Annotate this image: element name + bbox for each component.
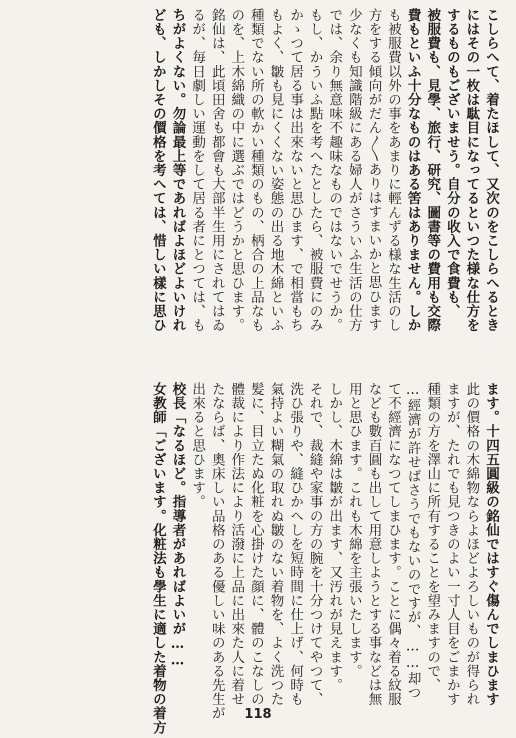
text-line: もよく、皺も見にくくない姿態の出る地木綿といふ <box>267 8 284 333</box>
text-line: 方をする傾向がだん〳〵ありはすまいかと思ひます <box>365 8 382 332</box>
upper-text-block <box>149 8 500 360</box>
page-number: 118 <box>244 707 272 722</box>
text-line: 費もといふ十分なものはある筈はありません。しか <box>404 8 421 333</box>
text-line: するものもございませう。自分の收入で食費も、 <box>443 8 460 319</box>
text-line: 少なくも知識階級にある婦人がさういふ生活の仕方 <box>345 8 362 333</box>
text-line: ちがよくない。勿論最上等であればよほどよいけれ <box>169 8 186 333</box>
text-line: ますが、たれでも見つきのよい一寸人目をごまかす <box>443 382 460 707</box>
text-line: も被服費以外の事をあまりに輕んずる様な生活のし <box>385 8 402 333</box>
text-line: では、余り無意味不趣味なものではないでせうか。 <box>326 8 343 333</box>
text-line: しかし、木綿は皺が出ます、又汚れが見えます。 <box>326 382 343 693</box>
text-line: 髪に、目立たぬ化粧を心掛けた顔に、體のこなしの <box>247 382 264 707</box>
text-line: 出來ると思ひます。 <box>189 382 206 509</box>
text-line: …經濟が許せばさうでもないのですが、……却つ <box>404 382 421 700</box>
text-line: 銘仙は、此頃田舍も都會も大部半生用にされてはゐ <box>208 8 225 333</box>
text-line: 種類の方を澤山に所有することを望みますので、 <box>424 382 441 693</box>
text-line: ども、しかしその價格を考へては、惜しい樣に思ひ <box>149 8 166 333</box>
text-line: 用と思ひます。これも木綿を主張いたします。 <box>345 382 362 679</box>
text-line: かゝつて居る事は出來ないと思ひます、で相當もち <box>287 8 304 333</box>
text-line: ます。十四五圓級の銘仙ではすぐ傷んでしまひます <box>483 382 499 707</box>
dialogue-line: 女教師「ございます。化粧法も學生に適した着物の着方 <box>149 382 166 735</box>
text-line: なども數百圓も出して用意しようとする事などは無 <box>365 382 382 707</box>
text-line: たならば、奧床しい品格のある優しい味のある先生が <box>208 382 225 721</box>
text-line: 被服費も、見學、旅行、研究、圖書等の費用も交際 <box>424 8 441 333</box>
text-line: 此の價格の木綿物ならよほどよろしいものが得られ <box>463 382 480 707</box>
text-line: 體裁により作法により活潑に上品に出來た人に着せ <box>228 382 245 707</box>
dialogue-line: 校長「なるほど。指導者があればよいが…… <box>169 382 186 669</box>
text-line: 洗ひ張りや、縫ひかへしを短時間に仕上げ、何時も <box>287 382 304 707</box>
text-line: こしらへて、着たほして、又次のをこしらへるとき <box>483 8 499 333</box>
text-line: 氣持よい糊氣の取れぬ皺のない着物を、よく洗つた <box>267 382 284 707</box>
text-line: それで、裁縫や家事の方の腕を十分つけてやつて、 <box>306 382 323 707</box>
text-line: るが、毎日劇しい運動をして居る者にとつては、も <box>189 8 206 333</box>
text-line: 種類でない所の軟かい種類のもの、柄合の上品なも <box>247 8 264 333</box>
text-line: のを、上木綿織の中に選ぶではどうかと思ひます。 <box>228 8 245 333</box>
text-line: にはその一枚は駄目になってるといつた様な仕方を <box>463 8 480 333</box>
text-line: もし、かういふ點を考へたとしたら、被服費にのみ <box>306 8 323 333</box>
text-line: て不經濟になつてしまひます。ことに偶々着る紋服 <box>385 382 402 707</box>
